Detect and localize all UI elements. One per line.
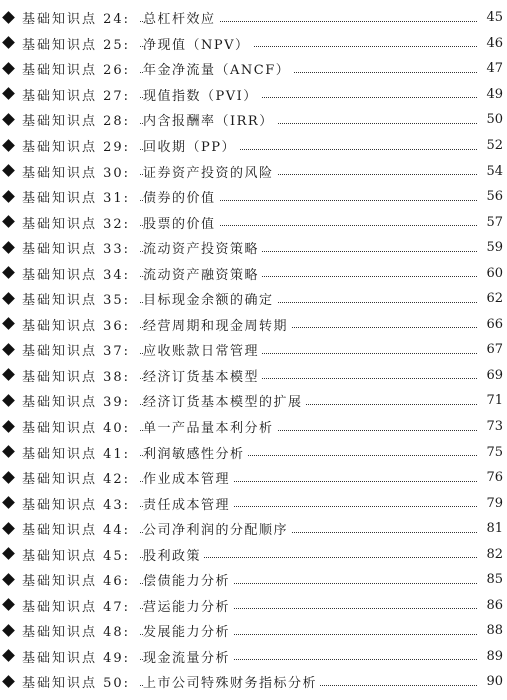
- toc-entry[interactable]: [0, 133, 507, 159]
- toc-entry[interactable]: [0, 337, 507, 363]
- toc-entry[interactable]: [0, 439, 507, 465]
- toc-entry[interactable]: [0, 82, 507, 108]
- diamond-bullet-icon: [2, 36, 15, 49]
- toc-entry-label: 基础知识点 32:: [22, 216, 131, 232]
- toc-entry-label: 基础知识点 46:: [22, 574, 131, 590]
- diamond-bullet-icon: [2, 88, 15, 101]
- toc-entry-page-number: 73: [477, 419, 503, 434]
- toc-entry-title: 责任成本管理: [143, 494, 233, 513]
- toc-entry-page-number: 62: [477, 291, 503, 306]
- toc-entry-label: 基础知识点 38:: [22, 369, 131, 385]
- toc-entry-label: 基础知识点 34:: [22, 267, 131, 283]
- toc-entry-page-number: 50: [477, 112, 503, 127]
- toc-entry-title: 现值指数（PVI）: [143, 85, 261, 104]
- toc-entry-title: 内含报酬率（IRR）: [143, 110, 277, 129]
- toc-entry-title: 发展能力分析: [143, 621, 233, 640]
- diamond-bullet-icon: [2, 675, 15, 688]
- diamond-bullet-icon: [2, 573, 15, 586]
- toc-entry-page-number: 69: [477, 368, 503, 383]
- toc-entry[interactable]: [0, 209, 507, 235]
- toc-entry-title: 利润敏感性分析: [143, 443, 248, 462]
- table-of-contents: [0, 5, 507, 695]
- toc-entry-page-number: 90: [477, 674, 503, 689]
- toc-entry[interactable]: [0, 107, 507, 133]
- toc-entry-page-number: 76: [477, 470, 503, 485]
- toc-entry-label: 基础知识点 47:: [22, 599, 131, 615]
- toc-entry[interactable]: [0, 260, 507, 286]
- toc-entry-label: 基础知识点 48:: [22, 625, 131, 641]
- diamond-bullet-icon: [2, 317, 15, 330]
- toc-entry-label: 基础知识点 33:: [22, 242, 131, 258]
- toc-entry[interactable]: [0, 5, 507, 31]
- toc-entry-page-number: 57: [477, 215, 503, 230]
- toc-entry-page-number: 54: [477, 164, 503, 179]
- toc-entry-label: 基础知识点 43:: [22, 497, 131, 513]
- toc-entry[interactable]: [0, 567, 507, 593]
- diamond-bullet-icon: [2, 471, 15, 484]
- toc-entry-title: 流动资产投资策略: [143, 238, 262, 257]
- toc-entry-page-number: 82: [477, 547, 503, 562]
- toc-entry-label: 基础知识点 26:: [22, 63, 131, 79]
- toc-entry[interactable]: [0, 541, 507, 567]
- toc-entry[interactable]: [0, 414, 507, 440]
- toc-entry-page-number: 89: [477, 649, 503, 664]
- toc-entry-label: 基础知识点 49:: [22, 650, 131, 666]
- diamond-bullet-icon: [2, 369, 15, 382]
- toc-entry[interactable]: [0, 490, 507, 516]
- toc-entry-label: 基础知识点 40:: [22, 421, 131, 437]
- diamond-bullet-icon: [2, 343, 15, 356]
- toc-entry-label: 基础知识点 25:: [22, 37, 131, 53]
- toc-entry-label: 基础知识点 44:: [22, 523, 131, 539]
- diamond-bullet-icon: [2, 62, 15, 75]
- toc-entry-title: 应收账款日常管理: [143, 340, 262, 359]
- toc-entry-label: 基础知识点 28:: [22, 114, 131, 130]
- toc-entry-page-number: 85: [477, 572, 503, 587]
- diamond-bullet-icon: [2, 650, 15, 663]
- toc-entry[interactable]: [0, 669, 507, 695]
- toc-entry-label: 基础知识点 29:: [22, 140, 131, 155]
- diamond-bullet-icon: [2, 190, 15, 203]
- toc-entry[interactable]: [0, 56, 507, 82]
- toc-entry-title: 回收期（PP）: [143, 136, 239, 155]
- toc-entry-page-number: 75: [477, 445, 503, 460]
- toc-entry-page-number: 52: [477, 138, 503, 153]
- toc-entry[interactable]: [0, 644, 507, 670]
- diamond-bullet-icon: [2, 113, 15, 126]
- diamond-bullet-icon: [2, 139, 15, 152]
- toc-entry[interactable]: [0, 312, 507, 338]
- toc-entry-page-number: 47: [477, 61, 503, 76]
- toc-entry-page-number: 71: [477, 393, 503, 408]
- toc-entry-title: 债券的价值: [143, 187, 219, 206]
- toc-entry-label: 基础知识点 36:: [22, 318, 131, 334]
- toc-entry-label: 基础知识点 30:: [22, 165, 131, 181]
- toc-entry-title: 作业成本管理: [143, 468, 233, 487]
- diamond-bullet-icon: [2, 496, 15, 509]
- diamond-bullet-icon: [2, 164, 15, 177]
- toc-entry-title: 净现值（NPV）: [143, 34, 253, 53]
- toc-entry-page-number: 67: [477, 342, 503, 357]
- toc-entry-title: 流动资产融资策略: [143, 264, 262, 283]
- toc-entry-label: 基础知识点 50:: [22, 676, 131, 692]
- toc-entry-title: 总杠杆效应: [143, 8, 219, 27]
- toc-entry[interactable]: [0, 235, 507, 261]
- toc-entry[interactable]: [0, 158, 507, 184]
- toc-entry-label: 基础知识点 42:: [22, 472, 131, 488]
- toc-entry-page-number: 81: [477, 521, 503, 536]
- diamond-bullet-icon: [2, 292, 15, 305]
- diamond-bullet-icon: [2, 266, 15, 279]
- toc-entry-page-number: 86: [477, 598, 503, 613]
- diamond-bullet-icon: [2, 522, 15, 535]
- toc-entry-page-number: 56: [477, 189, 503, 204]
- toc-entry-title: 目标现金余额的确定: [143, 289, 277, 308]
- diamond-bullet-icon: [2, 445, 15, 458]
- toc-entry[interactable]: [0, 465, 507, 491]
- toc-entry-title: 上市公司特殊财务指标分析: [143, 672, 320, 691]
- toc-entry-title: 股利政策: [143, 545, 204, 564]
- diamond-bullet-icon: [2, 420, 15, 433]
- toc-entry-title: 单一产品量本利分析: [143, 417, 277, 436]
- toc-entry-page-number: 45: [477, 10, 503, 25]
- toc-entry[interactable]: [0, 286, 507, 312]
- toc-entry[interactable]: [0, 363, 507, 389]
- toc-entry-title: 营运能力分析: [143, 596, 233, 615]
- toc-entry[interactable]: [0, 184, 507, 210]
- toc-entry[interactable]: [0, 516, 507, 542]
- toc-entry-page-number: 46: [477, 36, 503, 51]
- toc-entry-label: 基础知识点 31:: [22, 191, 131, 207]
- toc-entry-title: 公司净利润的分配顺序: [143, 519, 291, 538]
- diamond-bullet-icon: [2, 241, 15, 254]
- toc-entry-page-number: 79: [477, 496, 503, 511]
- toc-entry-title: 现金流量分析: [143, 647, 233, 666]
- diamond-bullet-icon: [2, 394, 15, 407]
- diamond-bullet-icon: [2, 547, 15, 560]
- toc-entry[interactable]: [0, 593, 507, 619]
- diamond-bullet-icon: [2, 598, 15, 611]
- toc-entry-title: 股票的价值: [143, 213, 219, 232]
- toc-entry-label: 基础知识点 45:: [22, 548, 131, 564]
- toc-entry-page-number: 66: [477, 317, 503, 332]
- toc-entry-page-number: 59: [477, 240, 503, 255]
- toc-entry-title: 证券资产投资的风险: [143, 162, 277, 181]
- diamond-bullet-icon: [2, 11, 15, 24]
- toc-entry-title: 经济订货基本模型: [143, 366, 262, 385]
- toc-entry-title: 经营周期和现金周转期: [143, 315, 291, 334]
- toc-entry-label: 基础知识点 39:: [22, 395, 131, 411]
- diamond-bullet-icon: [2, 624, 15, 637]
- toc-entry[interactable]: [0, 31, 507, 57]
- diamond-bullet-icon: [2, 215, 15, 228]
- toc-entry-label: 基础知识点 41:: [22, 446, 131, 462]
- toc-entry-page-number: 88: [477, 623, 503, 638]
- toc-entry-label: 基础知识点 37:: [22, 344, 131, 360]
- toc-entry-title: 年金净流量（ANCF）: [143, 59, 293, 78]
- toc-entry-page-number: 60: [477, 266, 503, 281]
- toc-entry[interactable]: [0, 388, 507, 414]
- toc-entry-title: 经济订货基本模型的扩展: [143, 391, 306, 410]
- toc-entry-title: 偿债能力分析: [143, 570, 233, 589]
- toc-entry-page-number: 49: [477, 87, 503, 102]
- toc-entry-label: 基础知识点 35:: [22, 293, 131, 309]
- toc-entry-label: 基础知识点 24:: [22, 12, 131, 28]
- toc-entry-label: 基础知识点 27:: [22, 88, 131, 104]
- toc-entry[interactable]: [0, 618, 507, 644]
